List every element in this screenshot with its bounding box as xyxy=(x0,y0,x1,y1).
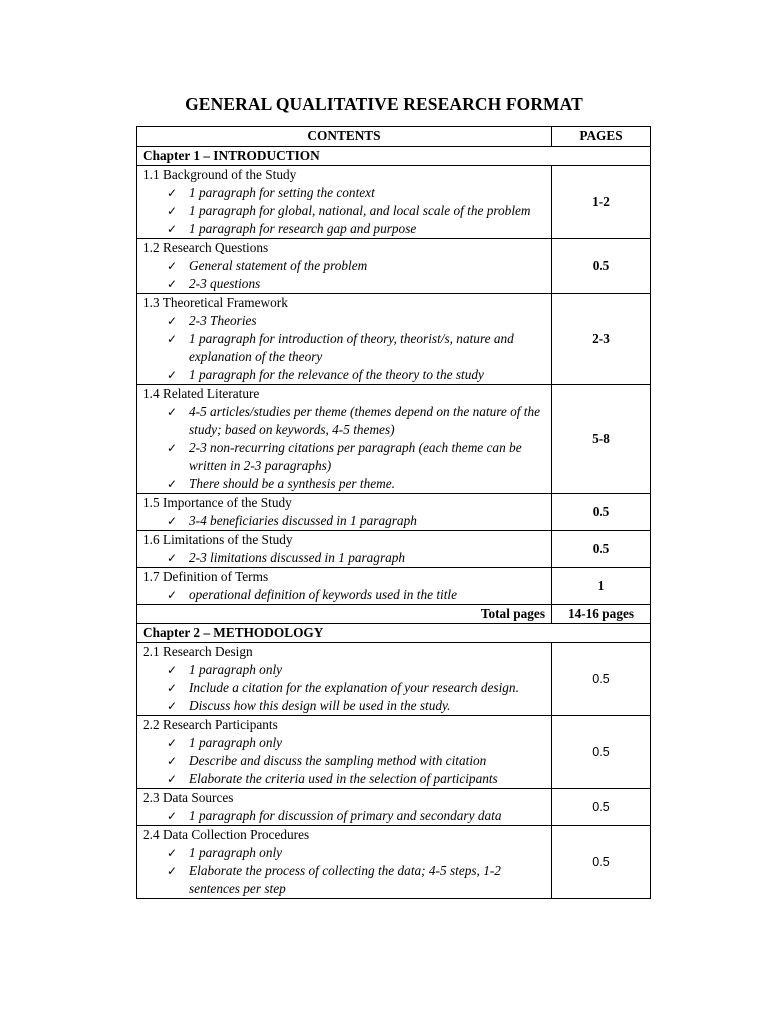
total-row xyxy=(137,605,651,624)
chapter-row xyxy=(137,624,651,643)
bullet-list xyxy=(143,807,545,825)
bullet-text: General statement of the problem xyxy=(189,258,368,273)
check-icon: ✓ xyxy=(167,754,178,768)
section-title: 1.2 Research Questions xyxy=(143,240,269,255)
bullet-text: 1 paragraph for setting the context xyxy=(189,185,375,200)
check-icon: ✓ xyxy=(167,277,178,291)
section-pages: 0.5 xyxy=(552,643,651,716)
section-row xyxy=(137,789,651,826)
check-icon: ✓ xyxy=(167,204,178,218)
section-content xyxy=(137,643,552,716)
section-row xyxy=(137,294,651,385)
contents-header: CONTENTS xyxy=(137,127,552,147)
section-pages: 1-2 xyxy=(552,166,651,239)
bullet-list xyxy=(143,403,545,493)
section-content xyxy=(137,239,552,294)
total-value: 14-16 pages xyxy=(552,605,651,624)
check-icon: ✓ xyxy=(167,332,178,346)
section-pages: 0.5 xyxy=(552,494,651,531)
check-icon: ✓ xyxy=(167,736,178,750)
bullet-list xyxy=(143,184,545,238)
bullet-text: 1 paragraph for global, national, and local scale of the problem xyxy=(189,203,531,218)
bullet-item xyxy=(167,202,545,220)
bullet-text: 4-5 articles/studies per theme (themes depend on the nature of the study; based on keywords, 4-5 themes) xyxy=(189,404,541,437)
bullet-item xyxy=(167,366,545,384)
section-content xyxy=(137,531,552,568)
section-title: 1.6 Limitations of the Study xyxy=(143,532,293,547)
check-icon: ✓ xyxy=(167,259,178,273)
check-icon: ✓ xyxy=(167,405,178,419)
section-content xyxy=(137,294,552,385)
section-title: 1.3 Theoretical Framework xyxy=(143,295,288,310)
bullet-item xyxy=(167,844,545,862)
check-icon: ✓ xyxy=(167,186,178,200)
bullet-item xyxy=(167,220,545,238)
bullet-text: 3-4 beneficiaries discussed in 1 paragraph xyxy=(189,513,417,528)
check-icon: ✓ xyxy=(167,699,178,713)
section-pages: 0.5 xyxy=(552,826,651,899)
bullet-item xyxy=(167,752,545,770)
bullet-item xyxy=(167,770,545,788)
table-body xyxy=(137,147,651,899)
bullet-list xyxy=(143,549,545,567)
bullet-list xyxy=(143,734,545,788)
bullet-item xyxy=(167,862,545,898)
bullet-item xyxy=(167,312,545,330)
bullet-item xyxy=(167,475,545,493)
bullet-text: Describe and discuss the sampling method with citation xyxy=(189,753,487,768)
section-pages: 0.5 xyxy=(552,531,651,568)
section-row xyxy=(137,239,651,294)
bullet-text: Elaborate the criteria used in the selection of participants xyxy=(189,771,498,786)
bullet-list xyxy=(143,257,545,293)
research-format-table xyxy=(136,126,651,899)
bullet-text: 1 paragraph for discussion of primary and secondary data xyxy=(189,808,502,823)
bullet-text: Elaborate the process of collecting the data; 4-5 steps, 1-2 sentences per step xyxy=(189,863,501,896)
section-row xyxy=(137,716,651,789)
bullet-text: 2-3 limitations discussed in 1 paragraph xyxy=(189,550,406,565)
bullet-item xyxy=(167,275,545,293)
check-icon: ✓ xyxy=(167,809,178,823)
bullet-text: Include a citation for the explanation of your research design. xyxy=(189,680,519,695)
section-pages: 0.5 xyxy=(552,239,651,294)
check-icon: ✓ xyxy=(167,846,178,860)
section-title: 1.7 Definition of Terms xyxy=(143,569,269,584)
chapter-row xyxy=(137,147,651,166)
section-pages: 0.5 xyxy=(552,716,651,789)
bullet-item xyxy=(167,679,545,697)
check-icon: ✓ xyxy=(167,588,178,602)
section-row xyxy=(137,643,651,716)
check-icon: ✓ xyxy=(167,314,178,328)
check-icon: ✓ xyxy=(167,551,178,565)
bullet-item xyxy=(167,257,545,275)
section-title: 1.1 Background of the Study xyxy=(143,167,297,182)
section-row xyxy=(137,494,651,531)
chapter-title: Chapter 1 – INTRODUCTION xyxy=(137,147,651,166)
check-icon: ✓ xyxy=(167,222,178,236)
bullet-item xyxy=(167,512,545,530)
section-title: 1.4 Related Literature xyxy=(143,386,260,401)
bullet-item xyxy=(167,184,545,202)
bullet-item xyxy=(167,661,545,679)
bullet-text: 2-3 Theories xyxy=(189,313,257,328)
section-content xyxy=(137,826,552,899)
bullet-list xyxy=(143,312,545,384)
bullet-list xyxy=(143,844,545,898)
check-icon: ✓ xyxy=(167,514,178,528)
bullet-item xyxy=(167,403,545,439)
bullet-text: 2-3 non-recurring citations per paragraph (each theme can be written in 2-3 paragraphs) xyxy=(189,440,522,473)
page-title: GENERAL QUALITATIVE RESEARCH FORMAT xyxy=(185,94,583,114)
bullet-list xyxy=(143,586,545,604)
section-content xyxy=(137,385,552,494)
section-pages: 1 xyxy=(552,568,651,605)
section-pages: 5-8 xyxy=(552,385,651,494)
bullet-text: 1 paragraph only xyxy=(189,845,283,860)
section-title: 2.2 Research Participants xyxy=(143,717,278,732)
section-row xyxy=(137,568,651,605)
pages-header: PAGES xyxy=(552,127,651,147)
bullet-text: 2-3 questions xyxy=(189,276,261,291)
bullet-item xyxy=(167,586,545,604)
section-pages: 2-3 xyxy=(552,294,651,385)
total-label: Total pages xyxy=(137,605,552,624)
bullet-text: Discuss how this design will be used in the study. xyxy=(189,698,451,713)
check-icon: ✓ xyxy=(167,772,178,786)
section-row xyxy=(137,826,651,899)
check-icon: ✓ xyxy=(167,441,178,455)
bullet-list xyxy=(143,512,545,530)
check-icon: ✓ xyxy=(167,681,178,695)
section-row xyxy=(137,166,651,239)
bullet-text: 1 paragraph for research gap and purpose xyxy=(189,221,417,236)
section-content xyxy=(137,494,552,531)
section-title: 1.5 Importance of the Study xyxy=(143,495,292,510)
section-title: 2.3 Data Sources xyxy=(143,790,234,805)
check-icon: ✓ xyxy=(167,477,178,491)
check-icon: ✓ xyxy=(167,663,178,677)
bullet-item xyxy=(167,734,545,752)
bullet-list xyxy=(143,661,545,715)
table-header-row xyxy=(137,127,651,147)
bullet-text: 1 paragraph for the relevance of the theory to the study xyxy=(189,367,484,382)
bullet-text: There should be a synthesis per theme. xyxy=(189,476,395,491)
bullet-text: operational definition of keywords used in the title xyxy=(189,587,457,602)
section-title: 2.4 Data Collection Procedures xyxy=(143,827,310,842)
check-icon: ✓ xyxy=(167,368,178,382)
check-icon: ✓ xyxy=(167,864,178,878)
section-content xyxy=(137,789,552,826)
bullet-item xyxy=(167,439,545,475)
chapter-title: Chapter 2 – METHODOLOGY xyxy=(137,624,651,643)
section-row xyxy=(137,385,651,494)
bullet-item xyxy=(167,330,545,366)
section-title: 2.1 Research Design xyxy=(143,644,253,659)
bullet-text: 1 paragraph only xyxy=(189,662,283,677)
section-row xyxy=(137,531,651,568)
bullet-item xyxy=(167,697,545,715)
bullet-text: 1 paragraph only xyxy=(189,735,283,750)
section-content xyxy=(137,716,552,789)
bullet-item xyxy=(167,807,545,825)
section-content xyxy=(137,568,552,605)
section-content xyxy=(137,166,552,239)
section-pages: 0.5 xyxy=(552,789,651,826)
bullet-item xyxy=(167,549,545,567)
bullet-text: 1 paragraph for introduction of theory, theorist/s, nature and explanation of the theory xyxy=(189,331,514,364)
